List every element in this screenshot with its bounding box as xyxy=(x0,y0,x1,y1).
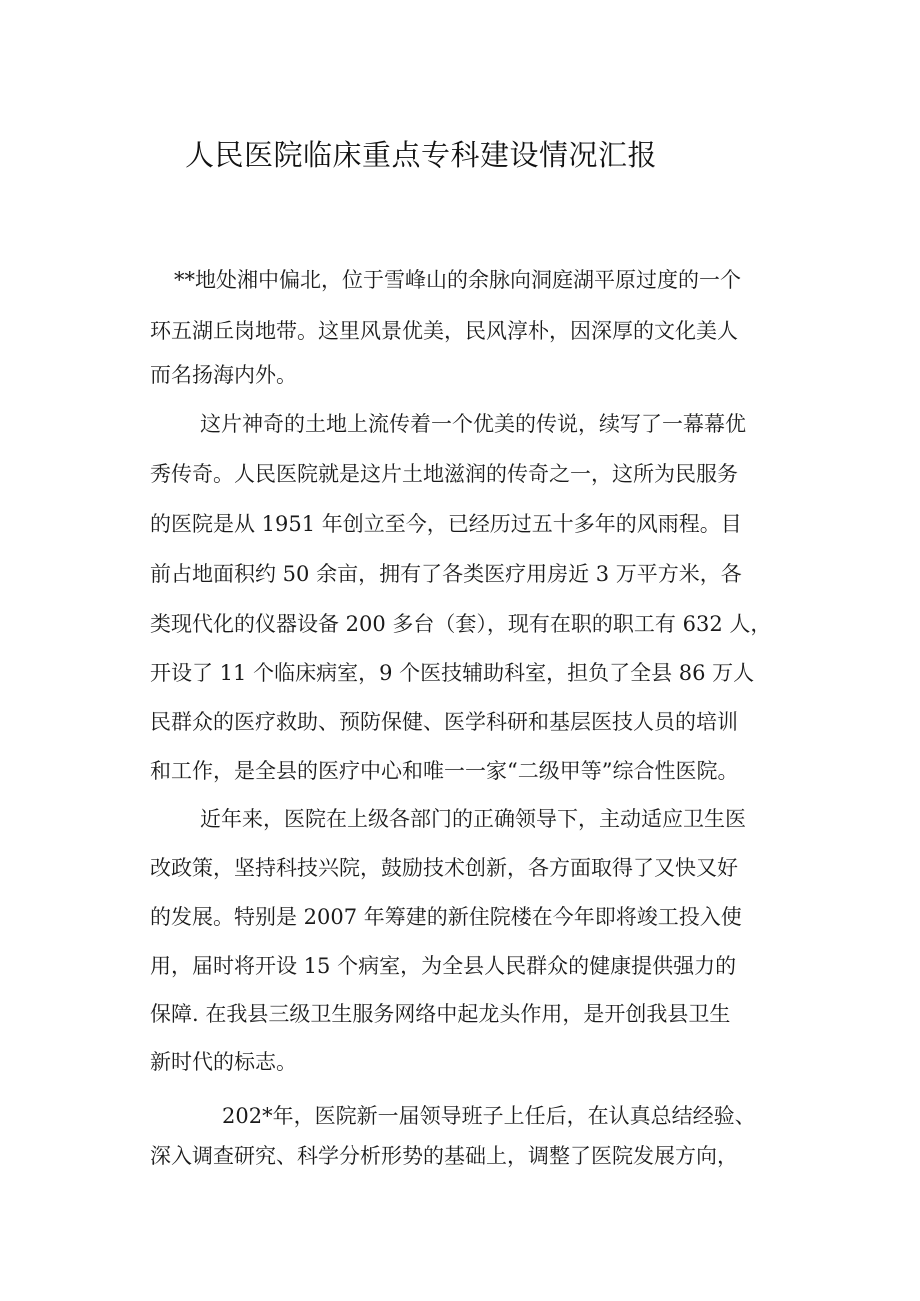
paragraph-line: 前占地面积约 50 余亩，拥有了各类医疗用房近 3 万平方米，各 xyxy=(150,562,742,586)
paragraph-line: 202*年，医院新一届领导班子上任后，在认真总结经验、 xyxy=(222,1104,756,1128)
paragraph-line: 秀传奇。人民医院就是这片土地滋润的传奇之一，这所为民服务 xyxy=(150,462,738,486)
paragraph-line: 类现代化的仪器设备 200 多台（套），现有在职的职工有 632 人， xyxy=(150,612,772,636)
paragraph-line: **地处湘中偏北，位于雪峰山的余脉向洞庭湖平原过度的一个 xyxy=(174,268,741,292)
paragraph-line: 和工作，是全县的医疗中心和唯一一家“二级甲等”综合性医院。 xyxy=(150,759,739,783)
paragraph-line: 改政策，坚持科技兴院，鼓励技术创新，各方面取得了又快又好 xyxy=(150,856,738,880)
paragraph-line: 而名扬海内外。 xyxy=(150,363,297,387)
document-title: 人民医院临床重点专科建设情况汇报 xyxy=(185,138,658,172)
paragraph-line: 环五湖丘岗地带。这里风景优美，民风淳朴，因深厚的文化美人 xyxy=(150,319,738,343)
paragraph-line: 的医院是从 1951 年创立至今，已经历过五十多年的风雨程。目 xyxy=(150,512,742,536)
paragraph-line: 的发展。特别是 2007 年筹建的新住院楼在今年即将竣工投入使 xyxy=(150,905,742,929)
paragraph-line: 近年来，医院在上级各部门的正确领导下，主动适应卫生医 xyxy=(200,807,746,831)
paragraph-line: 用，届时将开设 15 个病室，为全县人民群众的健康提供强力的 xyxy=(150,954,737,978)
paragraph-line: 民群众的医疗救助、预防保健、医学科研和基层医技人员的培训 xyxy=(150,710,738,734)
paragraph-line: 这片神奇的土地上流传着一个优美的传说，续写了一幕幕优 xyxy=(200,412,746,436)
paragraph-line: 新时代的标志。 xyxy=(150,1050,297,1074)
paragraph-line: 保障. 在我县三级卫生服务网络中起龙头作用，是开创我县卫生 xyxy=(150,1002,731,1026)
paragraph-line: 开设了 11 个临床病室，9 个医技辅助科室，担负了全县 86 万人 xyxy=(150,661,755,685)
paragraph-line: 深入调查研究、科学分析形势的基础上，调整了医院发展方向， xyxy=(150,1144,738,1168)
